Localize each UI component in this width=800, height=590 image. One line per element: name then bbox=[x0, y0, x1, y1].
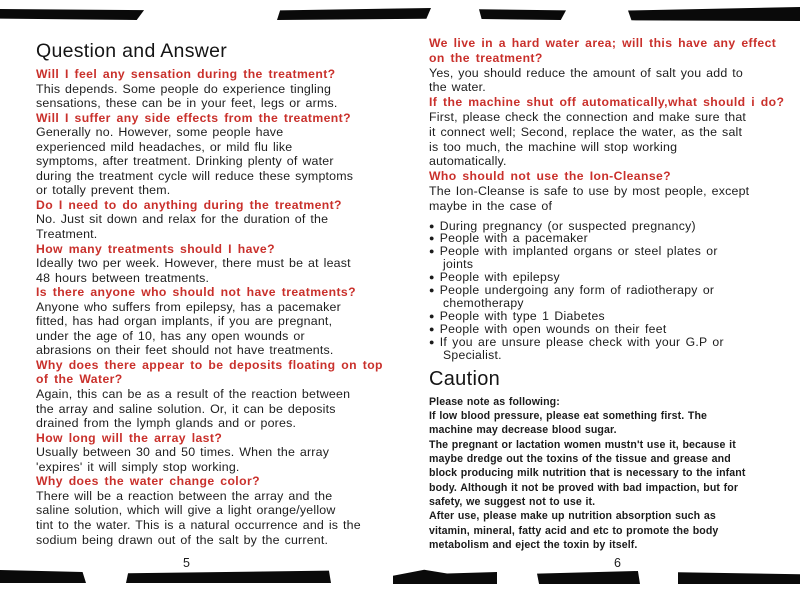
contraindication-bullet-list bbox=[429, 220, 774, 362]
caution-section-title: Caution bbox=[429, 367, 501, 390]
answer-line: 48 hours between treatments. bbox=[36, 270, 210, 285]
answer-line: Yes, you should reduce the amount of salt you add to bbox=[429, 65, 744, 80]
scan-artifact-bottom-4 bbox=[537, 571, 640, 584]
scan-artifact-top-2 bbox=[277, 8, 431, 20]
answer-line: The Ion-Cleanse is safe to use by most people, except bbox=[429, 183, 750, 198]
scan-artifact-bottom-3 bbox=[393, 569, 497, 584]
answer-line: saline solution, which will give a light orange/yellow bbox=[36, 503, 336, 518]
page-5-column bbox=[36, 40, 383, 547]
caution-line: machine may decrease blood sugar. bbox=[429, 424, 617, 437]
answer-line: under the age of 10, has any open wounds or bbox=[36, 328, 305, 343]
bullet-item: ● People with type 1 Diabetes bbox=[429, 308, 605, 323]
caution-line: safety, we suggest not to use it. bbox=[429, 495, 596, 508]
scan-artifact-bottom-2 bbox=[126, 570, 331, 583]
qa-blocks-right bbox=[429, 36, 785, 214]
answer-line: abrasions on their feet should not have treatments. bbox=[36, 343, 334, 358]
answer-line: automatically. bbox=[429, 154, 507, 169]
bullet-dot-icon: ● bbox=[429, 233, 435, 244]
answer-line: maybe in the case of bbox=[429, 198, 553, 213]
page-number-5: 5 bbox=[183, 556, 190, 570]
bullet-item: ● If you are unsure please check with your G.P or bbox=[429, 334, 724, 349]
bullet-item-continuation: Specialist. bbox=[443, 347, 502, 362]
answer-line: sensations, these can be in your feet, legs or arms. bbox=[36, 96, 338, 111]
caution-line: maybe dredge out the toxins of the tissue and grease and bbox=[429, 452, 731, 465]
answer-line: Anyone who suffers from epilepsy, has a pacemaker bbox=[36, 299, 341, 314]
caution-line: block producing milk nutrition that is necessary to the infant bbox=[429, 467, 746, 480]
bullet-item-continuation: joints bbox=[443, 257, 474, 272]
answer-line: Treatment. bbox=[36, 227, 98, 242]
bullet-item-continuation: chemotherapy bbox=[443, 296, 524, 310]
question-line: Is there anyone who should not have treatments? bbox=[36, 285, 356, 300]
bullet-dot-icon: ● bbox=[429, 285, 435, 296]
answer-line: or totally prevent them. bbox=[36, 183, 171, 198]
answer-line: There will be a reaction between the array and the bbox=[36, 488, 333, 503]
caution-line: Please note as following: bbox=[429, 395, 560, 408]
answer-line: 'expires' it will simply stop working. bbox=[36, 459, 240, 474]
question-line: If the machine shut off automatically,what should i do? bbox=[429, 95, 785, 110]
answer-line: Ideally two per week. However, there must be at least bbox=[36, 256, 351, 271]
page-number-6: 6 bbox=[614, 556, 621, 570]
question-line: Will I suffer any side effects from the treatment? bbox=[36, 110, 351, 125]
caution-line: metabolism and eject the toxin by itself. bbox=[429, 538, 638, 551]
scan-artifact-bottom-1 bbox=[0, 570, 86, 583]
answer-line: the array and saline solution. Or, it can be deposits bbox=[36, 401, 336, 416]
answer-line: experienced mild headaches, or mild flu like bbox=[36, 139, 293, 154]
bullet-dot-icon: ● bbox=[429, 220, 435, 231]
question-line: Do I need to do anything during the treatment? bbox=[36, 197, 342, 212]
answer-line: fitted, has had organ implants, if you are pregnant, bbox=[36, 314, 333, 329]
answer-line: Usually between 30 and 50 times. When the array bbox=[36, 445, 330, 460]
answer-line: is too much, the machine will stop working bbox=[429, 139, 678, 154]
question-line: Who should not use the Ion-Cleanse? bbox=[429, 169, 672, 184]
answer-line: Generally no. However, some people have bbox=[36, 125, 284, 140]
answer-line: the water. bbox=[429, 80, 486, 95]
answer-line: No. Just sit down and relax for the duration of the bbox=[36, 212, 329, 227]
caution-line: If low blood pressure, please eat something first. The bbox=[429, 409, 708, 422]
qa-blocks-left bbox=[36, 67, 383, 547]
question-line: We live in a hard water area; will this have any effect bbox=[429, 36, 777, 50]
bullet-dot-icon: ● bbox=[429, 246, 435, 257]
answer-line: symptoms, after treatment. Drinking plenty of water bbox=[36, 154, 334, 169]
bullet-dot-icon: ● bbox=[429, 272, 435, 283]
bullet-item: ● People with a pacemaker bbox=[429, 231, 588, 246]
bullet-dot-icon: ● bbox=[429, 336, 435, 347]
answer-line: Again, this can be as a result of the reaction between bbox=[36, 387, 351, 402]
answer-line: drained from the lymph glands and or pores. bbox=[36, 416, 297, 431]
answer-line: This depends. Some people do experience tingling bbox=[36, 81, 332, 96]
caution-body bbox=[429, 395, 774, 553]
caution-line: The pregnant or lactation women mustn't use it, because it bbox=[429, 438, 736, 451]
question-line: Why does there appear to be deposits floating on top bbox=[36, 357, 383, 372]
question-line: How many treatments should I have? bbox=[36, 241, 275, 256]
bullet-dot-icon: ● bbox=[429, 310, 435, 321]
scan-artifact-bottom-5 bbox=[678, 571, 800, 584]
caution-line: After use, please make up nutrition absorption such as bbox=[429, 510, 716, 523]
caution-line: vitamin, mineral, fatty acid and etc to promote the body bbox=[429, 524, 719, 537]
scan-artifact-top-1 bbox=[0, 9, 147, 20]
answer-line: tint to the water. This is a natural occurrence and is the bbox=[36, 517, 361, 532]
answer-line: it connect well; Second, replace the water, as the salt bbox=[429, 124, 743, 139]
question-line: on the treatment? bbox=[429, 50, 543, 65]
bullet-item: ● During pregnancy (or suspected pregnancy) bbox=[429, 218, 696, 233]
question-line: Will I feel any sensation during the treatment? bbox=[36, 67, 336, 81]
bullet-item: ● People with epilepsy bbox=[429, 270, 560, 285]
question-line: Why does the water change color? bbox=[36, 474, 260, 489]
page-6-column bbox=[429, 36, 785, 552]
bullet-item: ● People with implanted organs or steel plates or bbox=[429, 244, 718, 259]
answer-line: during the treatment cycle will reduce these symptoms bbox=[36, 168, 354, 183]
scan-artifact-top-3 bbox=[479, 8, 566, 20]
answer-line: First, please check the connection and make sure that bbox=[429, 109, 747, 124]
caution-line: body. Although it not be proved with bad impaction, but for bbox=[429, 481, 739, 494]
bullet-item: ● People undergoing any form of radiotherapy or bbox=[429, 283, 715, 298]
scan-artifact-top-4 bbox=[628, 7, 800, 21]
qa-section-title: Question and Answer bbox=[36, 40, 228, 62]
bullet-dot-icon: ● bbox=[429, 323, 435, 334]
answer-line: sodium being drawn out of the salt by the current. bbox=[36, 532, 329, 547]
question-line: of the Water? bbox=[36, 372, 123, 387]
bullet-item: ● People with open wounds on their feet bbox=[429, 321, 667, 336]
question-line: How long will the array last? bbox=[36, 430, 223, 445]
